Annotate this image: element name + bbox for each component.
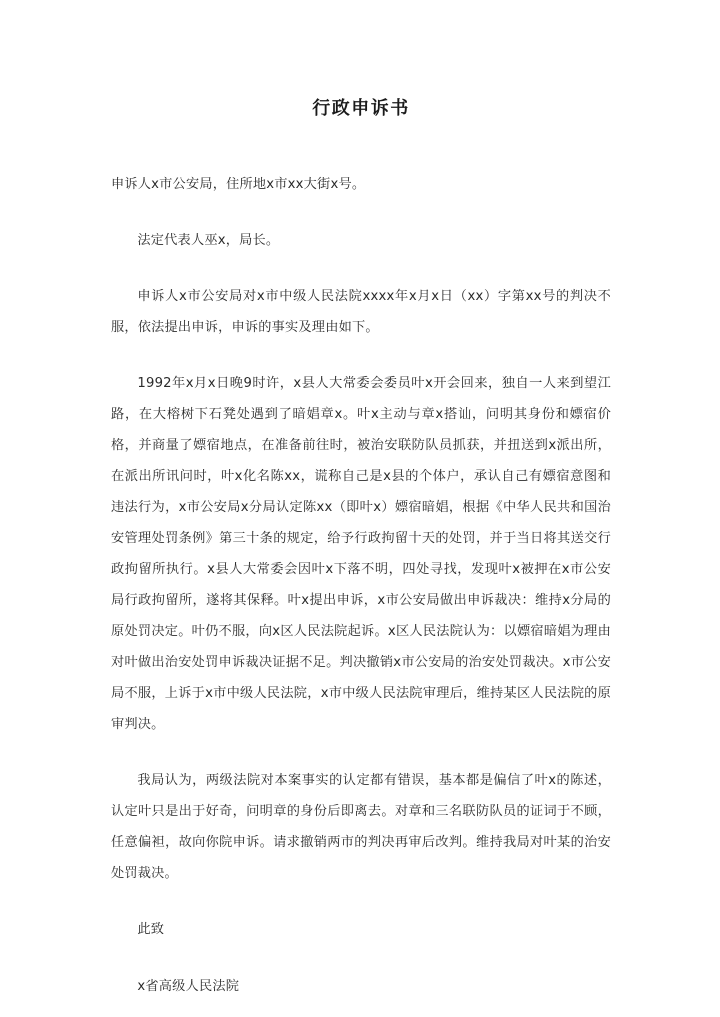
- paragraph-reasons: 我局认为，两级法院对本案事实的认定都有错误，基本都是偏信了叶x的陈述，认定叶只是出于好奇，问明章的身份后即离去。对章和三名联防队员的证词于不顾，任意偏袒，故向你院申诉。请求撤销两市的判决再审后改判。维持我局对叶某的治安处罚裁决。: [111, 773, 611, 881]
- paragraph-appeal-intro: 申诉人x市公安局对x市中级人民法院xxxx年x月x日（xx）字第xx号的判决不服，依法提出申诉，申诉的事实及理由如下。: [111, 289, 611, 335]
- paragraph-appellant: 申诉人x市公安局，住所地x市xx大街x号。: [111, 177, 366, 192]
- paragraph-facts: 1992年x月x日晚9时许，x县人大常委会委员叶x开会回来，独自一人来到望江路，在大榕树下石凳处遇到了暗娼章x。叶x主动与章x搭讪，问明其身份和嫖宿价格，并商量了嫖宿地点，在准备前往时，被治安联防队员抓获，并扭送到x派出所，在派出所讯问时，叶x化名陈xx，谎称自己是x县的个体户，承认自己有嫖宿意图和违法行为，x市公安局x分局认定陈xx（即叶x）嫖宿暗娼，根据《中华人民共和国治安管理处罚条例》第三十条的规定，给予行政拘留十天的处罚，并于当日将其送交行政拘留所执行。x县人大常委会因叶x下落不明，四处寻找，发现叶x被押在x市公安局行政拘留所，遂将其保释。叶x提出申诉，x市公安局做出申诉裁决：维持x分局的原处罚决定。叶仍不服，向x区人民法院起诉。x区人民法院认为：以嫖宿暗娼为理由对叶做出治安处罚申诉裁决证据不足。判决撤销x市公安局的治安处罚裁决。x市公安局不服，上诉于x市中级人民法院，x市中级人民法院审理后，维持某区人民法院的原审判决。: [111, 376, 611, 732]
- page-title: 行政申诉书: [312, 98, 410, 119]
- closing-spacer: [111, 945, 611, 971]
- paragraph-spacer: [111, 889, 611, 914]
- paragraph-legal-representative: 法定代表人巫x，局长。: [137, 233, 280, 248]
- title-spacer: [111, 122, 611, 169]
- paragraph-spacer: [111, 343, 611, 368]
- paragraph-spacer: [111, 740, 611, 765]
- closing-salutation: 此致: [137, 922, 165, 937]
- document-body: [111, 0, 611, 1002]
- paragraph-spacer: [111, 200, 611, 225]
- paragraph-spacer: [111, 256, 611, 281]
- closing-addressee: x省高级人民法院: [137, 979, 240, 994]
